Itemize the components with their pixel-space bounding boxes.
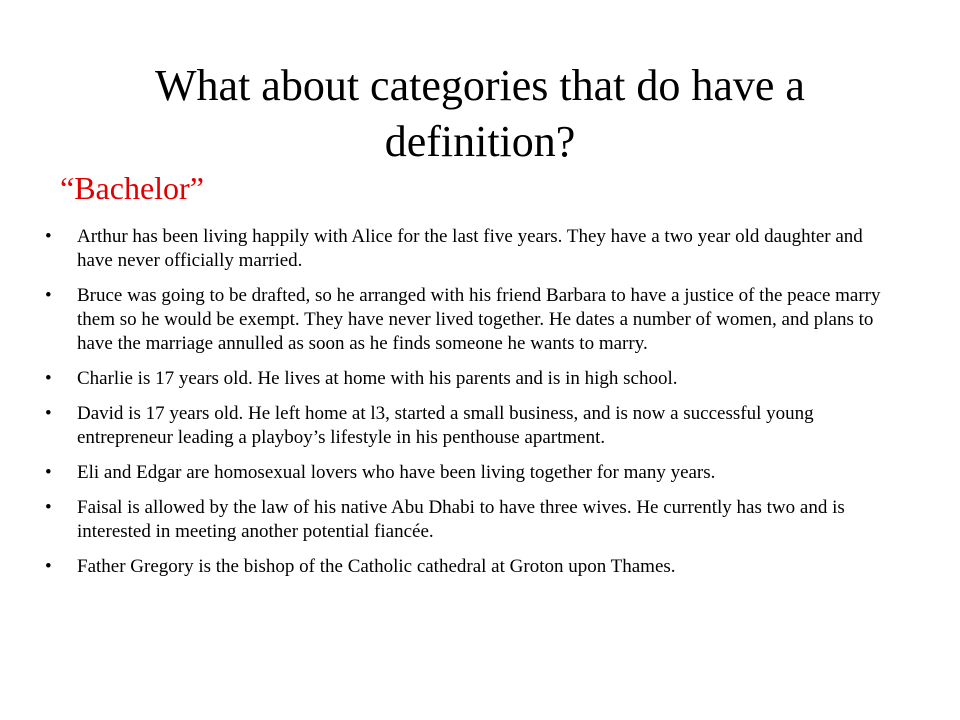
bullet-icon: • <box>45 368 52 389</box>
bullet-text: Father Gregory is the bishop of the Catholic cathedral at Groton upon Thames. <box>77 556 676 577</box>
bullet-item-david <box>40 402 890 450</box>
bullet-list <box>40 225 890 590</box>
bullet-icon: • <box>45 403 52 424</box>
bullet-icon: • <box>45 462 52 483</box>
bullet-text: Arthur has been living happily with Alice for the last five years. They have a two year old daughter and have never officially married. <box>77 226 863 271</box>
bullet-text: Bruce was going to be drafted, so he arranged with his friend Barbara to have a justice of the peace marry them so he would be exempt. They have never lived together. He dates a number of women, and plans to have the marriage annulled as soon as he finds someone he wants to marry. <box>77 285 881 354</box>
bullet-icon: • <box>45 285 52 306</box>
bullet-item-eli-edgar <box>40 461 890 485</box>
slide-subheading: “Bachelor” <box>60 170 204 206</box>
bullet-item-gregory <box>40 555 890 579</box>
bullet-item-faisal <box>40 496 890 544</box>
bullet-item-arthur <box>40 225 890 273</box>
bullet-item-charlie <box>40 367 890 391</box>
bullet-icon: • <box>45 556 52 577</box>
bullet-icon: • <box>45 226 52 247</box>
slide-title: What about categories that do have a definition? <box>155 61 805 166</box>
bullet-item-bruce <box>40 284 890 356</box>
bullet-text: Eli and Edgar are homosexual lovers who have been living together for many years. <box>77 462 716 483</box>
bullet-text: Faisal is allowed by the law of his native Abu Dhabi to have three wives. He currently has two and is interested in meeting another potential fiancée. <box>77 497 845 542</box>
bullet-icon: • <box>45 497 52 518</box>
bullet-text: David is 17 years old. He left home at l3, started a small business, and is now a successful young entrepreneur leading a playboy’s lifestyle in his penthouse apartment. <box>77 403 814 448</box>
bullet-text: Charlie is 17 years old. He lives at home with his parents and is in high school. <box>77 368 678 389</box>
